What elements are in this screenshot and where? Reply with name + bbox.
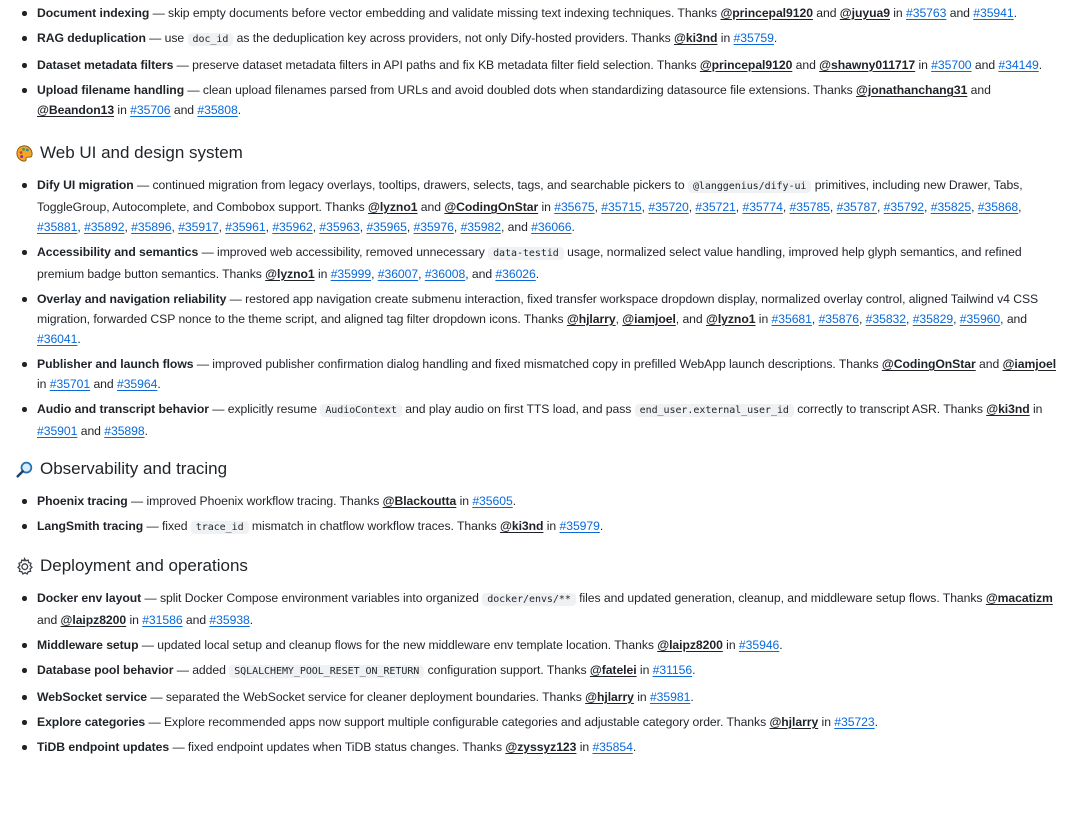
palette-icon	[14, 143, 34, 163]
item-title: RAG deduplication	[37, 31, 146, 45]
item-text: ,	[735, 200, 743, 214]
item-text: configuration support. Thanks	[424, 663, 590, 677]
user-link[interactable]: @macatizm	[985, 591, 1053, 605]
pr-link[interactable]: #36007	[377, 267, 419, 281]
item-text: mismatch in chatflow workflow traces. Thanks	[248, 519, 501, 533]
item-text: ,	[359, 220, 367, 234]
list-item	[37, 660, 1067, 682]
user-link[interactable]: @laipz8200	[60, 613, 127, 627]
user-link[interactable]: @hjlarry	[769, 715, 819, 729]
pr-link[interactable]: #35917	[178, 220, 219, 234]
item-text: in	[576, 740, 593, 754]
item-text: and	[967, 83, 991, 97]
item-text: ,	[218, 220, 226, 234]
item-title: Dify UI migration	[37, 178, 134, 192]
pr-link[interactable]: #35982	[460, 220, 501, 234]
user-link[interactable]: @iamjoel	[1002, 357, 1057, 371]
list-item	[37, 712, 1067, 732]
item-text: ,	[77, 220, 85, 234]
user-link[interactable]: @zyssyz123	[505, 740, 577, 754]
pr-link[interactable]: #35715	[601, 200, 642, 214]
item-text: — added	[173, 663, 230, 677]
user-link[interactable]: @shawny011717	[819, 58, 916, 72]
item-text: in	[1029, 402, 1043, 416]
item-title: Audio and transcript behavior	[37, 402, 209, 416]
item-text: — improved web accessibility, removed unnecessary	[198, 245, 489, 259]
item-text: ,	[371, 267, 378, 281]
item-text: in	[37, 377, 50, 391]
list-item	[37, 687, 1067, 707]
item-text: ,	[858, 312, 866, 326]
user-link[interactable]: @hjlarry	[585, 690, 634, 704]
item-text: .	[535, 267, 540, 281]
item-text: — fixed endpoint updates when TiDB status changes. Thanks	[169, 740, 506, 754]
section-heading-text: Deployment and operations	[40, 556, 248, 575]
user-link[interactable]: @iamjoel	[622, 312, 676, 326]
pr-link[interactable]: #35892	[84, 220, 125, 234]
item-text: ,	[406, 220, 414, 234]
inline-code: SQLALCHEMY_POOL_RESET_ON_RETURN	[229, 665, 424, 678]
pr-link[interactable]: #35720	[648, 200, 689, 214]
pr-link[interactable]: #35854	[592, 740, 633, 754]
item-text: .	[1038, 58, 1043, 72]
item-text: ,	[594, 200, 602, 214]
section-heading-observability	[0, 456, 1080, 482]
item-text: ,	[453, 220, 461, 234]
pr-link[interactable]: #35979	[559, 519, 600, 533]
list-item	[37, 635, 1067, 655]
section-heading-text: Observability and tracing	[40, 459, 228, 478]
pr-link[interactable]: #31586	[142, 613, 183, 627]
inline-code: data-testid	[488, 247, 564, 260]
pr-link[interactable]: #35706	[130, 103, 171, 117]
pr-link[interactable]: #35963	[319, 220, 360, 234]
item-text: ,	[829, 200, 837, 214]
user-link[interactable]: @ki3nd	[986, 402, 1030, 416]
item-text: and	[946, 6, 974, 20]
item-text: as the deduplication key across providers, not only Dify-hosted providers. Thanks	[233, 31, 675, 45]
list-item	[37, 3, 1067, 23]
item-text: in	[114, 103, 131, 117]
pr-link[interactable]: #35876	[818, 312, 859, 326]
item-text: , and	[500, 220, 532, 234]
pr-link[interactable]: #35964	[116, 377, 158, 391]
list-deployment	[0, 588, 1067, 757]
item-text: .	[692, 663, 696, 677]
inline-code: trace_id	[191, 521, 249, 534]
item-text: ,	[688, 200, 696, 214]
pr-link[interactable]: #35960	[959, 312, 1001, 326]
item-text: and	[77, 424, 105, 438]
item-text: and	[812, 6, 840, 20]
inline-code: end_user.external_user_id	[635, 404, 794, 417]
item-text: .	[1013, 6, 1017, 20]
list-item	[37, 516, 1067, 538]
list-item	[37, 175, 1067, 237]
list-item	[37, 55, 1067, 75]
item-text: in	[717, 31, 734, 45]
pr-link[interactable]: #35868	[977, 200, 1019, 214]
list-web-ui	[0, 175, 1067, 441]
item-text: .	[779, 638, 783, 652]
user-link[interactable]: @laipz8200	[657, 638, 723, 652]
pr-link[interactable]: #35785	[789, 200, 830, 214]
user-link[interactable]: @princepal9120	[720, 6, 813, 20]
pr-link[interactable]: #35896	[131, 220, 172, 234]
section-heading-web-ui	[0, 140, 1080, 166]
pr-link[interactable]: #35681	[771, 312, 812, 326]
item-title: TiDB endpoint updates	[37, 740, 170, 754]
item-text: and	[182, 613, 210, 627]
user-link[interactable]: @hjlarry	[566, 312, 616, 326]
item-text: , and	[465, 267, 496, 281]
item-text: .	[237, 103, 242, 117]
item-text: .	[512, 494, 517, 508]
item-text: ,	[265, 220, 273, 234]
pr-link[interactable]: #35832	[865, 312, 907, 326]
item-text: in	[538, 200, 555, 214]
item-text: in	[755, 312, 772, 326]
item-text: .	[599, 519, 604, 533]
item-title: Publisher and launch flows	[37, 357, 194, 371]
pr-link[interactable]: #35981	[649, 690, 691, 704]
pr-link[interactable]: #35962	[272, 220, 313, 234]
pr-link[interactable]: #35701	[49, 377, 91, 391]
pr-link[interactable]: #35946	[738, 638, 780, 652]
inline-code: AudioContext	[320, 404, 402, 417]
item-text: ,	[171, 220, 179, 234]
item-text: , and	[1000, 312, 1027, 326]
pr-link[interactable]: #35976	[413, 220, 454, 234]
item-text: and	[971, 58, 999, 72]
item-text: ,	[1018, 200, 1022, 214]
item-text: and play audio on first TTS load, and pass	[401, 402, 635, 416]
pr-link[interactable]: #31156	[652, 663, 693, 677]
item-text: — restored app navigation create submenu interaction, fixed transfer workspace dropdown display, normalized overlay control, aligned Tailwind v4 CSS migration, forwarded CSP nonce to the theme script, and aligned tag filter dropdown icons. Thanks	[37, 292, 1039, 326]
item-text: files and updated generation, cleanup, and middleware setup flows. Thanks	[575, 591, 986, 605]
pr-link[interactable]: #35675	[554, 200, 595, 214]
item-text: .	[157, 377, 161, 391]
item-title: Overlay and navigation reliability	[37, 292, 227, 306]
item-text: ,	[953, 312, 960, 326]
item-title: Accessibility and semantics	[37, 245, 199, 259]
pr-link[interactable]: #35999	[330, 267, 372, 281]
user-link[interactable]: @jonathanchang31	[856, 83, 968, 97]
pr-link[interactable]: #35759	[733, 31, 774, 45]
pr-link[interactable]: #35898	[104, 424, 145, 438]
item-text: .	[249, 613, 254, 627]
item-text: ,	[641, 200, 649, 214]
item-text: .	[144, 424, 148, 438]
item-text: in	[722, 638, 739, 652]
section-heading-text: Web UI and design system	[40, 143, 243, 162]
item-title: WebSocket service	[37, 690, 148, 704]
item-text: in	[915, 58, 932, 72]
inline-code: @langgenius/dify-ui	[688, 180, 811, 193]
pr-link[interactable]: #34149	[998, 58, 1039, 72]
user-link[interactable]: @ki3nd	[674, 31, 718, 45]
user-link[interactable]: @princepal9120	[699, 58, 793, 72]
item-title: Explore categories	[37, 715, 146, 729]
pr-link[interactable]: #35763	[906, 6, 947, 20]
list-item	[37, 588, 1067, 630]
item-text: ,	[811, 312, 819, 326]
item-text: — improved publisher confirmation dialog handling and fixed mismatched copy in prefilled WebApp launch descriptions. Thanks	[193, 357, 882, 371]
list-item	[37, 80, 1067, 120]
item-text: — split Docker Compose environment variables into organized	[141, 591, 483, 605]
user-link[interactable]: @juyua9	[839, 6, 890, 20]
item-title: Dataset metadata filters	[37, 58, 174, 72]
item-text: ,	[312, 220, 320, 234]
item-title: LangSmith tracing	[37, 519, 144, 533]
user-link[interactable]: @fatelei	[589, 663, 637, 677]
pr-link[interactable]: #35825	[930, 200, 972, 214]
list-item	[37, 242, 1067, 284]
gear-icon	[14, 556, 34, 576]
inline-code: doc_id	[188, 33, 234, 46]
pr-link[interactable]: #35941	[973, 6, 1014, 20]
item-title: Docker env layout	[37, 591, 142, 605]
pr-link[interactable]: #36008	[424, 267, 466, 281]
pr-link[interactable]: #35700	[931, 58, 972, 72]
item-text: in	[818, 715, 835, 729]
pr-link[interactable]: #35792	[883, 200, 925, 214]
item-text: usage, normalized select value handling, improved help glyph semantics, and refined premium badge button semantics. Thanks	[37, 245, 1022, 281]
user-link[interactable]: @lyzno1	[367, 200, 418, 214]
user-link[interactable]: @lyzno1	[705, 312, 756, 326]
item-text: ,	[615, 312, 623, 326]
user-link[interactable]: @CodingOnStar	[444, 200, 539, 214]
section-heading-deployment	[0, 553, 1080, 579]
pr-link[interactable]: #35787	[836, 200, 877, 214]
pr-link[interactable]: #36026	[495, 267, 536, 281]
item-text: — updated local setup and cleanup flows for the new middleware env template location. Thanks	[138, 638, 658, 652]
pr-link[interactable]: #35774	[742, 200, 783, 214]
item-text: and	[170, 103, 198, 117]
item-text: — improved Phoenix workflow tracing. Thanks	[127, 494, 383, 508]
item-text: — clean upload filenames parsed from URLs and avoid doubled dots when standardizing datasource file extensions. Thanks	[184, 83, 857, 97]
item-text: ,	[782, 200, 790, 214]
item-text: .	[571, 220, 575, 234]
item-text: — preserve dataset metadata filters in API paths and fix KB metadata filter field selection. Thanks	[173, 58, 700, 72]
list-item	[37, 289, 1067, 349]
item-text: — continued migration from legacy overlays, tooltips, drawers, selects, tags, and searchable pickers to	[133, 178, 688, 192]
item-text: in	[636, 663, 653, 677]
item-title: Phoenix tracing	[37, 494, 128, 508]
item-text: in	[633, 690, 650, 704]
item-text: ,	[924, 200, 931, 214]
item-text: correctly to transcript ASR. Thanks	[793, 402, 987, 416]
item-title: Database pool behavior	[37, 663, 174, 677]
item-text: in	[314, 267, 331, 281]
item-text: — Explore recommended apps now support multiple configurable categories and adjustable category order. Thanks	[145, 715, 770, 729]
item-title: Document indexing	[37, 6, 150, 20]
item-text: and	[975, 357, 1003, 371]
pr-link[interactable]: #35965	[366, 220, 407, 234]
item-text: .	[632, 740, 637, 754]
user-link[interactable]: @lyzno1	[265, 267, 315, 281]
item-text: and	[417, 200, 445, 214]
pr-link[interactable]: #35881	[37, 220, 78, 234]
pr-link[interactable]: #35961	[225, 220, 266, 234]
pr-link[interactable]: #35938	[209, 613, 250, 627]
magnifier-icon	[14, 459, 34, 479]
inline-code: docker/envs/**	[482, 593, 576, 606]
item-text: .	[77, 332, 81, 346]
list-observability	[0, 491, 1067, 538]
list-item	[37, 399, 1067, 441]
item-text: — fixed	[143, 519, 191, 533]
user-link[interactable]: @CodingOnStar	[881, 357, 976, 371]
pr-link[interactable]: #36041	[37, 332, 78, 346]
pr-link[interactable]: #35808	[197, 103, 238, 117]
item-text: ,	[876, 200, 884, 214]
item-text: in	[889, 6, 906, 20]
item-text: — explicitly resume	[208, 402, 321, 416]
item-text: and	[90, 377, 117, 391]
pr-link[interactable]: #36066	[531, 220, 572, 234]
item-text: ,	[906, 312, 913, 326]
item-text: ,	[124, 220, 132, 234]
item-text: — skip empty documents before vector embedding and validate missing text indexing techniques. Thanks	[149, 6, 721, 20]
item-text: — use	[145, 31, 188, 45]
item-text: .	[874, 715, 878, 729]
item-text: and	[37, 613, 61, 627]
list-item	[37, 28, 1067, 50]
item-text: and	[792, 58, 820, 72]
user-link[interactable]: @Blackoutta	[382, 494, 457, 508]
item-text: in	[126, 613, 143, 627]
list-item	[37, 491, 1067, 511]
user-link[interactable]: @ki3nd	[500, 519, 544, 533]
user-link[interactable]: @Beandon13	[37, 103, 115, 117]
pr-link[interactable]: #35723	[834, 715, 875, 729]
item-text: in	[456, 494, 473, 508]
item-text: ,	[418, 267, 425, 281]
pr-link[interactable]: #35901	[37, 424, 78, 438]
list-item	[37, 737, 1067, 757]
pr-link[interactable]: #35721	[695, 200, 736, 214]
item-text: .	[773, 31, 778, 45]
item-text: ,	[971, 200, 978, 214]
list-doc-top	[0, 3, 1067, 120]
item-text: , and	[675, 312, 706, 326]
pr-link[interactable]: #35605	[472, 494, 513, 508]
list-item	[37, 354, 1067, 394]
item-title: Upload filename handling	[37, 83, 185, 97]
item-title: Middleware setup	[37, 638, 139, 652]
item-text: in	[543, 519, 560, 533]
item-text: .	[690, 690, 694, 704]
item-text: primitives, including new Drawer, Tabs, ToggleGroup, Autocomplete, and Combobox support. Thanks	[37, 178, 1023, 214]
item-text: — separated the WebSocket service for cleaner deployment boundaries. Thanks	[147, 690, 586, 704]
pr-link[interactable]: #35829	[912, 312, 954, 326]
